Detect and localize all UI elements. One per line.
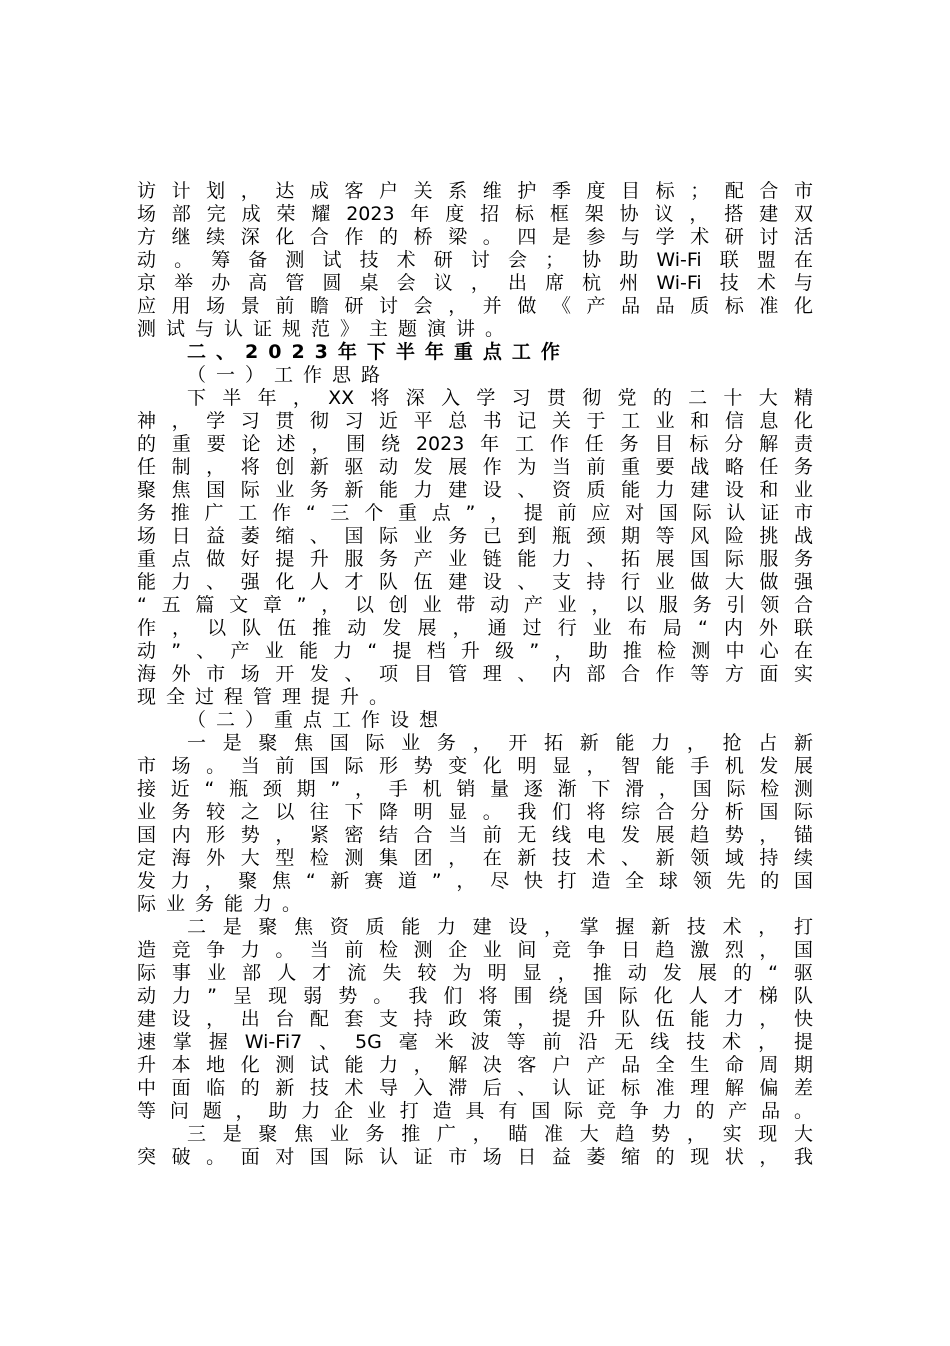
text-line: 任制，将创新驱动发展作为当前重要战略任务	[137, 456, 813, 478]
text-line: 建设，出台配套支持政策，提升队伍能力，快	[137, 1008, 813, 1030]
subsection-heading: （二）重点工作设想	[187, 709, 449, 731]
text-line: 京举办高管圆桌会议，出席杭州Wi-Fi技术与	[137, 272, 813, 294]
text-line: 国内形势，紧密结合当前无线电发展趋势，锚	[137, 824, 813, 846]
body-text	[137, 180, 813, 1169]
text-line: 动。筹备测试技术研讨会；协助Wi-Fi联盟在	[137, 249, 813, 271]
text-line: 访计划，达成客户关系维护季度目标；配合市	[137, 180, 813, 202]
text-line: 造竞争力。当前检测企业间竞争日趋激烈，国	[137, 939, 813, 961]
text-line: 聚焦国际业务新能力建设、资质能力建设和业	[137, 479, 813, 501]
text-line: 应用场景前瞻研讨会，并做《产品品质标准化	[137, 295, 813, 317]
text-line: 重点做好提升服务产业链能力、拓展国际服务	[137, 548, 813, 570]
text-line: 神，学习贯彻习近平总书记关于工业和信息化	[137, 410, 813, 432]
text-line: 速掌握Wi-Fi7、5G毫米波等前沿无线技术，提	[137, 1031, 813, 1053]
text-line: 务推广工作“三个重点”，提前应对国际认证市	[137, 502, 813, 524]
paragraph-first-line: 三是聚焦业务推广，瞄准大趋势，实现大	[187, 1123, 813, 1145]
text-line: 发力，聚焦“新赛道”，尽快打造全球领先的国	[137, 870, 813, 892]
text-line: 场部完成荣耀2023年度招标框架协议，搭建双	[137, 203, 813, 225]
section-heading: 二、2023年下半年重点工作	[187, 341, 570, 363]
paragraph-first-line: 二是聚焦资质能力建设，掌握新技术，打	[187, 916, 813, 938]
text-line: 等问题，助力企业打造具有国际竞争力的产品。	[137, 1100, 813, 1122]
text-line: 定海外大型检测集团，在新技术、新领域持续	[137, 847, 813, 869]
text-line: 海外市场开发、项目管理、内部合作等方面实	[137, 663, 813, 685]
text-line: 中面临的新技术导入滞后、认证标准理解偏差	[137, 1077, 813, 1099]
text-line: 测试与认证规范》主题演讲。	[137, 318, 515, 340]
text-line: 的重要论述，围绕2023年工作任务目标分解责	[137, 433, 813, 455]
text-line: 业务较之以往下降明显。我们将综合分析国际	[137, 801, 813, 823]
text-line: 动力”呈现弱势。我们将围绕国际化人才梯队	[137, 985, 813, 1007]
text-line: 方继续深化合作的桥梁。四是参与学术研讨活	[137, 226, 813, 248]
paragraph-first-line: 一是聚焦国际业务，开拓新能力，抢占新	[187, 732, 813, 754]
text-line: 际业务能力。	[137, 893, 312, 915]
text-line: 突破。面对国际认证市场日益萎缩的现状，我	[137, 1146, 813, 1168]
text-line: 作，以队伍推动发展，通过行业布局“内外联	[137, 617, 813, 639]
text-line: 升本地化测试能力，解决客户产品全生命周期	[137, 1054, 813, 1076]
text-line: 市场。当前国际形势变化明显，智能手机发展	[137, 755, 813, 777]
text-line: “五篇文章”，以创业带动产业，以服务引领合	[137, 594, 813, 616]
subsection-heading: （一）工作思路	[187, 364, 391, 386]
text-line: 能力、强化人才队伍建设、支持行业做大做强	[137, 571, 813, 593]
text-line: 接近“瓶颈期”，手机销量逐渐下滑，国际检测	[137, 778, 813, 800]
text-line: 现全过程管理提升。	[137, 686, 399, 708]
text-line: 动”、产业能力“提档升级”，助推检测中心在	[137, 640, 813, 662]
text-line: 际事业部人才流失较为明显，推动发展的“驱	[137, 962, 813, 984]
text-line: 场日益萎缩、国际业务已到瓶颈期等风险挑战	[137, 525, 813, 547]
paragraph-first-line: 下半年，XX将深入学习贯彻党的二十大精	[187, 387, 813, 409]
